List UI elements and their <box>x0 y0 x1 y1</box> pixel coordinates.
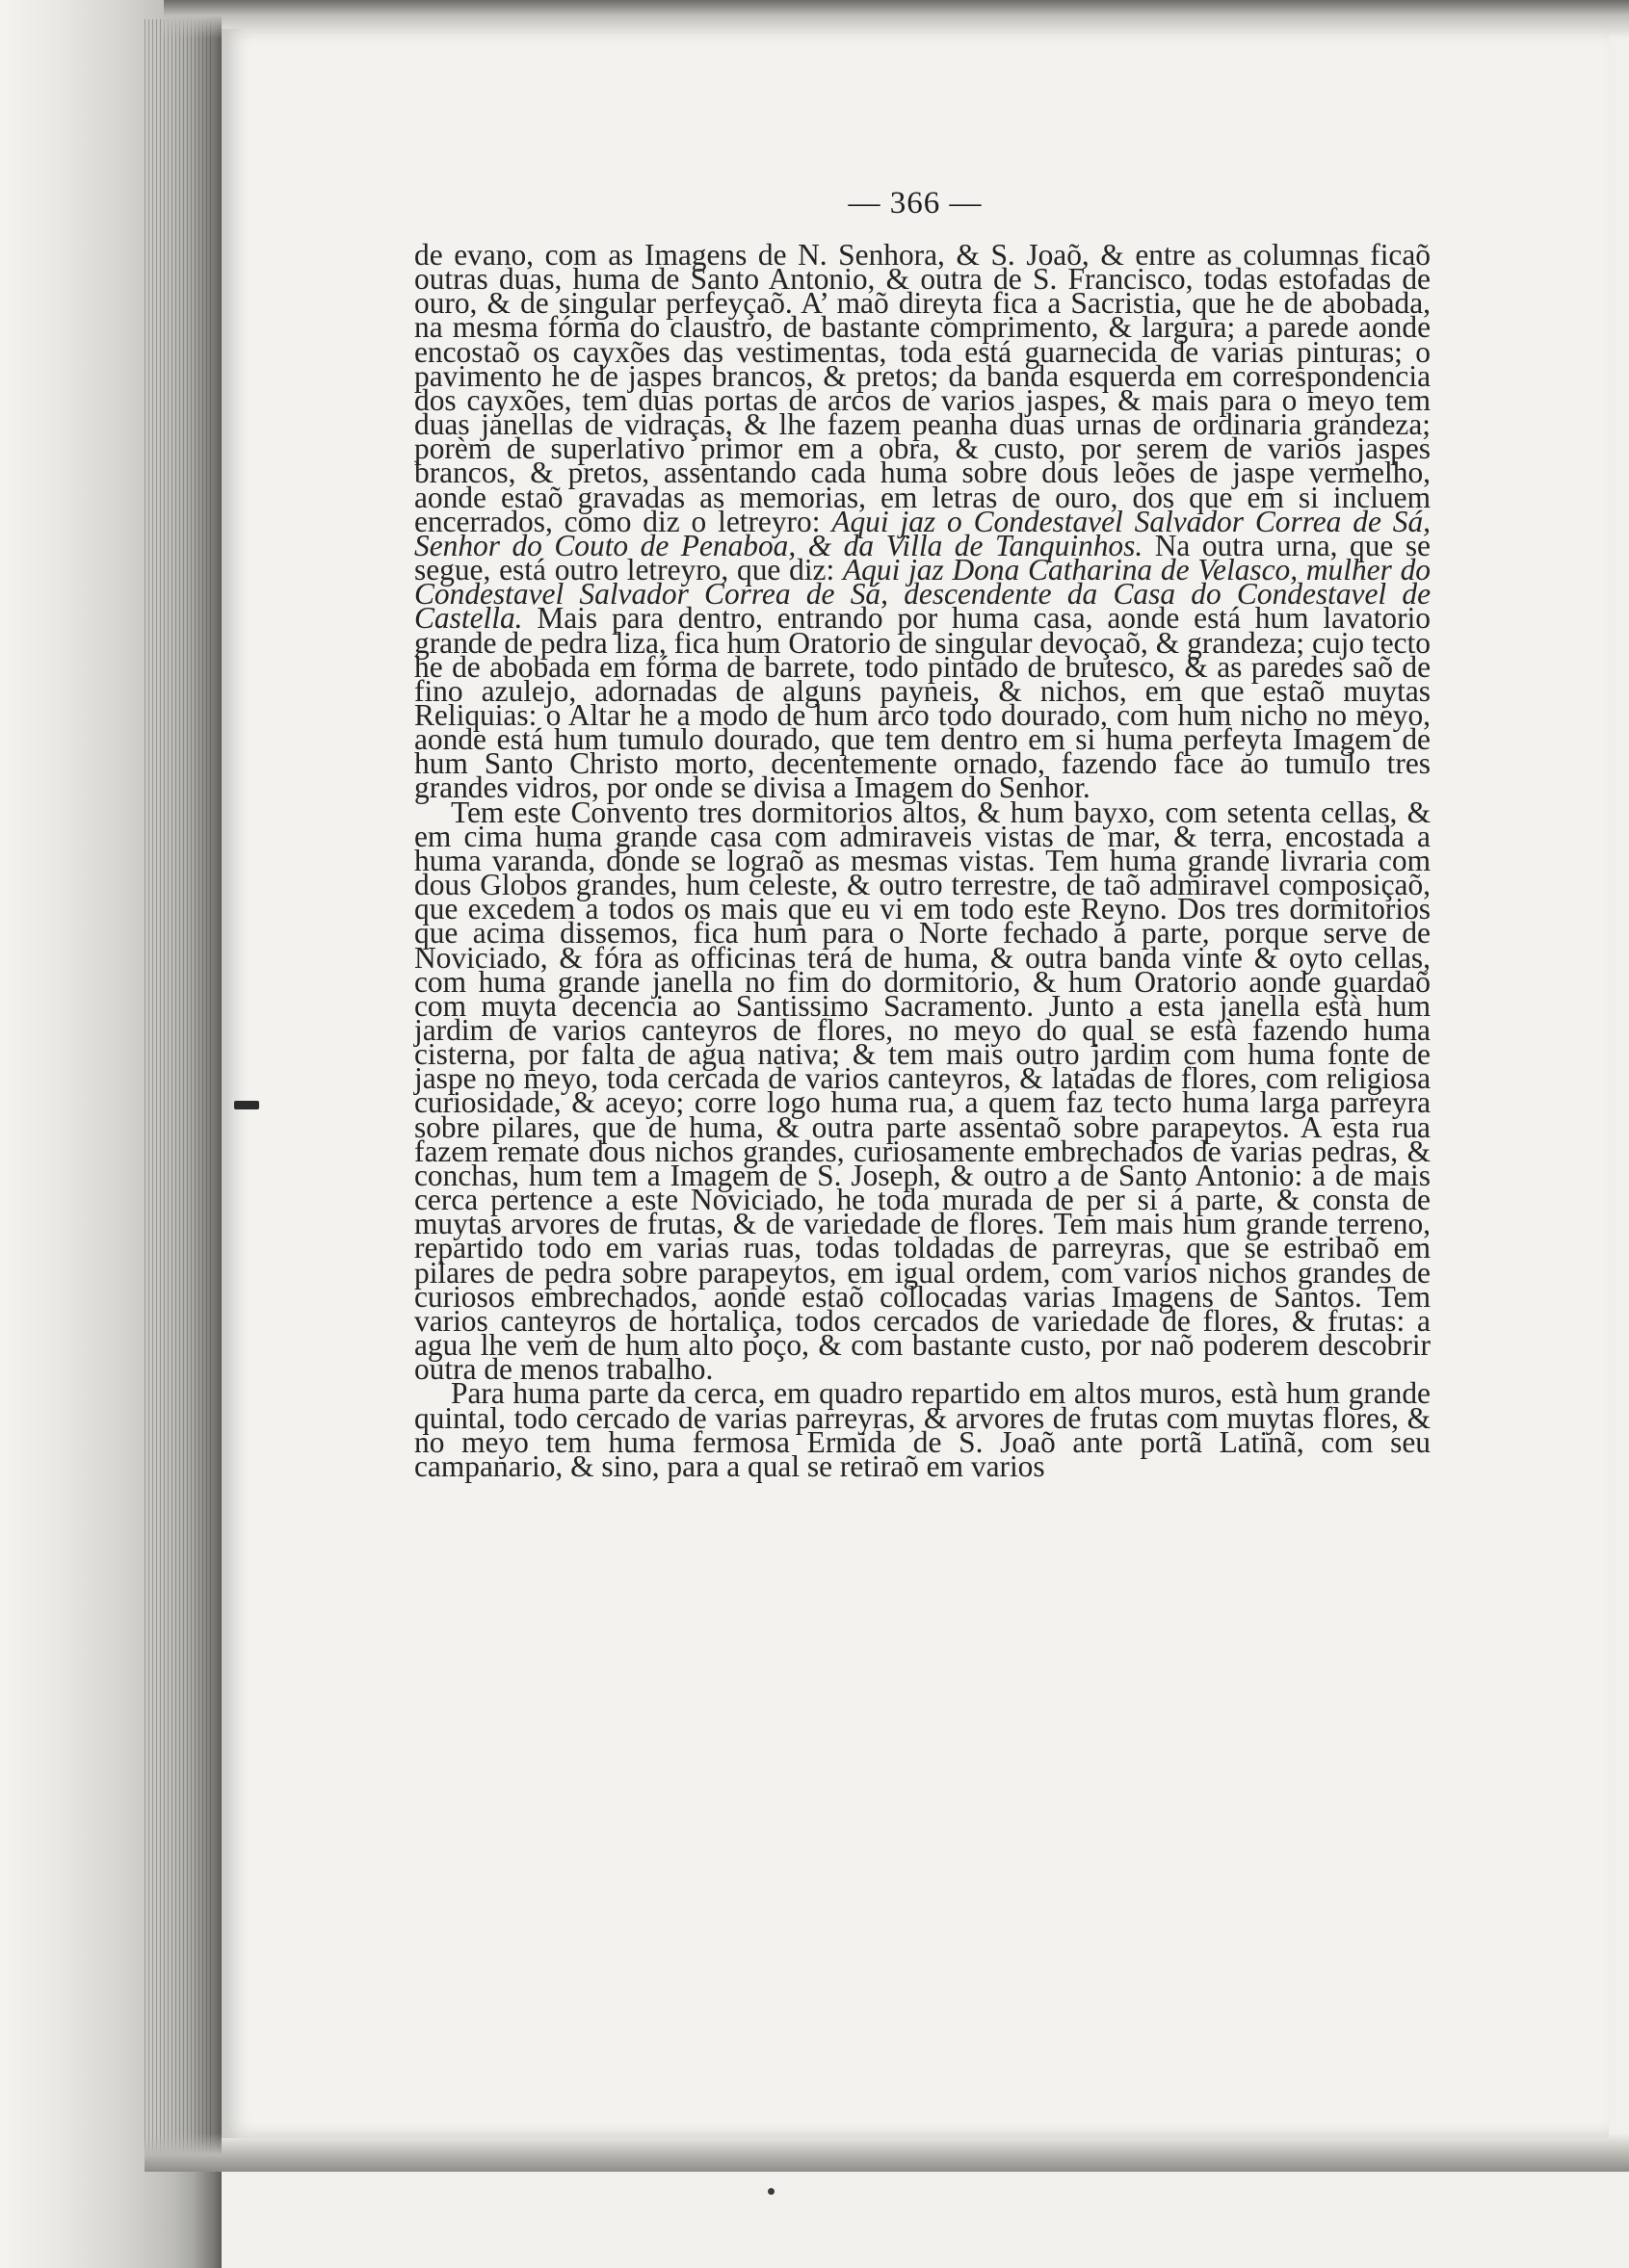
margin-mark <box>234 1101 259 1109</box>
paragraph-1-segment-1: de evano, com as Imagens de N. Senhora, & S. Joaõ, & entre as columnas ficaõ outras duas, huma de Santo Antonio, & outra de S. Francisco, todas estofadas de ouro, & de singular perfeyçaõ. A’ maõ direyta fica a Sacristia, que he de abobada, na mesma fórma do claustro, de bastante comprimento, & largura; a parede aonde encostaõ os cayxões das vestimentas, toda está guarnecida de varias pinturas; o pavimento he de jaspes brancos, & pretos; da banda esquerda em correspondencia dos cayxões, tem duas portas de arcos de varios jaspes, & mais para o meyo tem duas janellas de vidraças, & lhe fazem peanha duas urnas de ordinaria grandeza; porèm de superlativo primor em a obra, & custo, por serem de varios jaspes brancos, & pretos, assentando cada huma sobre dous leões de jaspe vermelho, aonde estaõ gravadas as memorias, em letras de ouro, dos que em si incluem encerrados, como diz o letreyro: <box>414 238 1431 538</box>
page-leaves <box>145 19 212 2167</box>
paragraph-1-segment-2: Aqui jaz o Condestavel Salvador Correa de Sá, Senhor do Couto de Penaboa, & da Villa de Tanquinhos. <box>414 504 1432 562</box>
paragraph-1 <box>414 238 1432 805</box>
paragraph-1-segment-3: Na outra urna, que se segue, está outro letreyro, que diz: <box>414 528 1431 587</box>
paragraph-2 <box>414 795 1431 1387</box>
paragraph-1-segment-5: Mais para dentro, entrando por huma casa, aonde está hum lavatorio grande de pedra liza, fica hum Oratorio de singular devoçaõ, & grandeza; cujo tecto he de abobada em fórma de barrete, todo pintado de brutesco, & as paredes saõ de fino azulejo, adornadas de alguns payneis, & nichos, em que estaõ muytas Reliquias: o Altar he a modo de hum arco todo dourado, com hum nicho no meyo, aonde está hum tumulo dourado, que tem dentro em si huma perfeyta Imagem de hum Santo Christo morto, decentemente ornado, fazendo face ao tumulo tres grandes vidros, por onde se divisa a Imagem do Senhor. <box>414 601 1431 805</box>
page-number: — 366 — <box>848 186 983 221</box>
paragraph-1-segment-4: Aqui jaz Dona Catharina de Velasco, mulher do Condestavel Salvador Correa de Sá, descendente da Casa do Condestavel de Castella. <box>414 553 1431 636</box>
page <box>222 29 1609 2138</box>
paragraph-3-segment-1: Para huma parte da cerca, em quadro repartido em altos muros, està hum grande quintal, todo cercado de varias parreyras, & arvores de frutas com muytas flores, & no meyo tem huma fermosa Ermida de S. Joaõ ante portã Latinã, com seu campanario, & sino, para a qual se retiraõ em varios <box>414 1376 1431 1483</box>
bottom-shadow <box>145 2133 1629 2172</box>
footer-dot <box>768 2188 775 2195</box>
text-block <box>414 238 1432 1483</box>
paragraph-3 <box>414 1376 1431 1483</box>
paragraph-2-segment-1: Tem este Convento tres dormitorios altos, & hum bayxo, com setenta cellas, & em cima huma grande casa com admiraveis vistas de mar, & terra, encostada a huma varanda, donde se lograõ as mesmas vistas. Tem huma grande livraria com dous Globos grandes, hum celeste, & outro terrestre, de taõ admiravel composiçaõ, que excedem a todos os mais que eu vi em todo este Reyno. Dos tres dormitorios que acima dissemos, fica hum para o Norte fechado á parte, porque serve de Noviciado, & fóra as officinas terá de huma, & outra banda vinte & oyto cellas, com huma grande janella no fim do dormitorio, & hum Oratorio aonde guardaõ com muyta decencia ao Santissimo Sacramento. Junto a esta janella està hum jardim de varios canteyros de flores, no meyo do qual se està fazendo huma cisterna, por falta de agua nativa; & tem mais outro jardim com huma fonte de jaspe no meyo, toda cercada de varios canteyros, & latadas de flores, com religiosa curiosidade, & aceyo; corre logo huma rua, a quem faz tecto huma larga parreyra sobre pilares, que de huma, & outra parte assentaõ sobre parapeytos. A esta rua fazem remate dous nichos grandes, curiosamente embrechados de varias pedras, & conchas, hum tem a Imagem de S. Joseph, & outro a de Santo Antonio: a de mais cerca pertence a este Noviciado, he toda murada de per si á parte, & consta de muytas arvores de frutas, & de variedade de flores. Tem mais hum grande terreno, repartido todo em varias ruas, todas toldadas de parreyras, que se estribaõ em pilares de pedra sobre parapeytos, em igual ordem, com varios nichos grandes de curiosos embrechados, aonde estaõ collocadas varias Imagens de Santos. Tem varios canteyros de hortaliça, todos cercados de variedade de flores, & frutas: a agua lhe vem de hum alto poço, & com bastante custo, por naõ poderem descobrir outra de menos trabalho. <box>414 795 1431 1387</box>
